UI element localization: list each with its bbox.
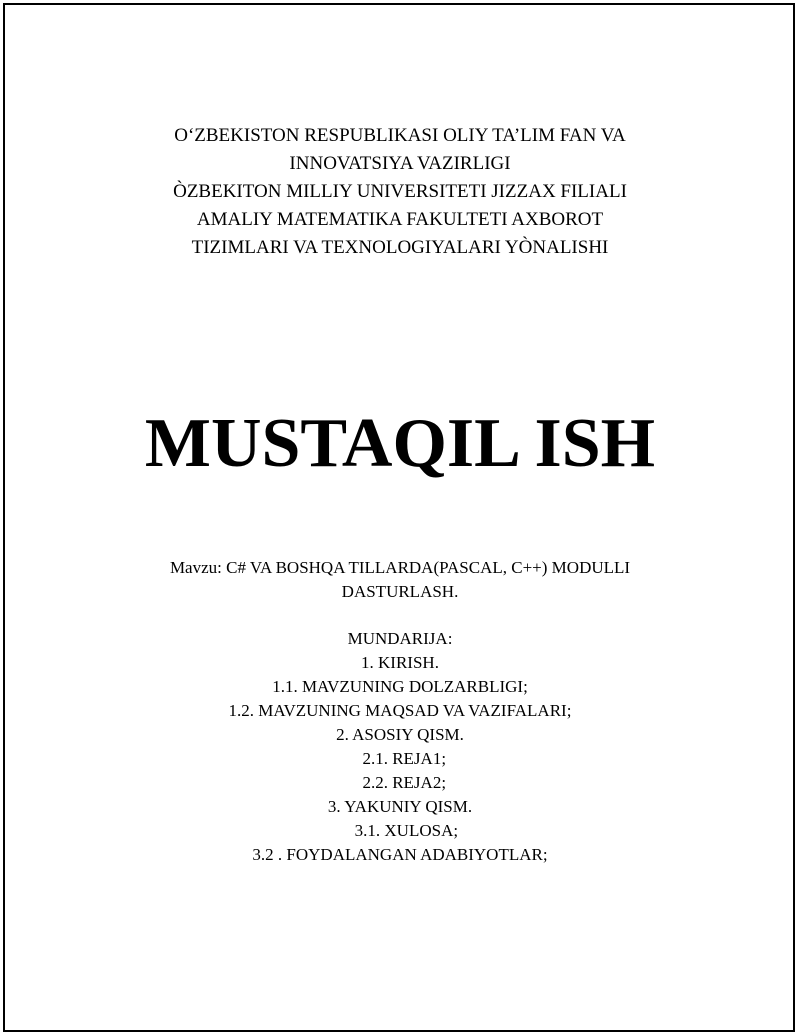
- header-line: INNOVATSIYA VAZIRLIGI: [289, 153, 511, 174]
- topic-line: Mavzu: C# VA BOSHQA TILLARDA(PASCAL, C++) MODULLI: [169, 558, 631, 577]
- header-line: AMALIY MATEMATIKA FAKULTETI AXBOROT: [196, 209, 604, 230]
- topic-line: DASTURLASH.: [341, 582, 459, 601]
- toc-item: 3. YAKUNIY QISM.: [327, 797, 473, 816]
- institution-header: [0, 122, 800, 262]
- toc-item: 1.1. MAVZUNING DOLZARBLIGI;: [272, 677, 528, 696]
- toc-item: 3.2 . FOYDALANGAN ADABIYOTLAR;: [252, 845, 548, 864]
- toc-item: 2.1. REJA1;: [353, 749, 447, 768]
- toc-item: 2. ASOSIY QISM.: [336, 725, 464, 744]
- toc-item: 1.2. MAVZUNING MAQSAD VA VAZIFALARI;: [228, 701, 572, 720]
- header-line: ÒZBEKITON MILLIY UNIVERSITETI JIZZAX FILIALI: [173, 181, 627, 202]
- toc-item: 3.1. XULOSA;: [341, 821, 459, 840]
- toc-item: 1. KIRISH.: [361, 653, 439, 672]
- header-line: O‘ZBEKISTON RESPUBLIKASI OLIY TA’LIM FAN VA: [174, 125, 626, 146]
- header-line: TIZIMLARI VA TEXNOLOGIYALARI YÒNALISHI: [191, 237, 609, 258]
- toc-item: 2.2. REJA2;: [353, 773, 447, 792]
- toc-heading: MUNDARIJA:: [347, 629, 453, 648]
- table-of-contents: [0, 627, 800, 867]
- topic: [0, 556, 800, 604]
- document-title: MUSTAQIL ISH: [144, 405, 656, 482]
